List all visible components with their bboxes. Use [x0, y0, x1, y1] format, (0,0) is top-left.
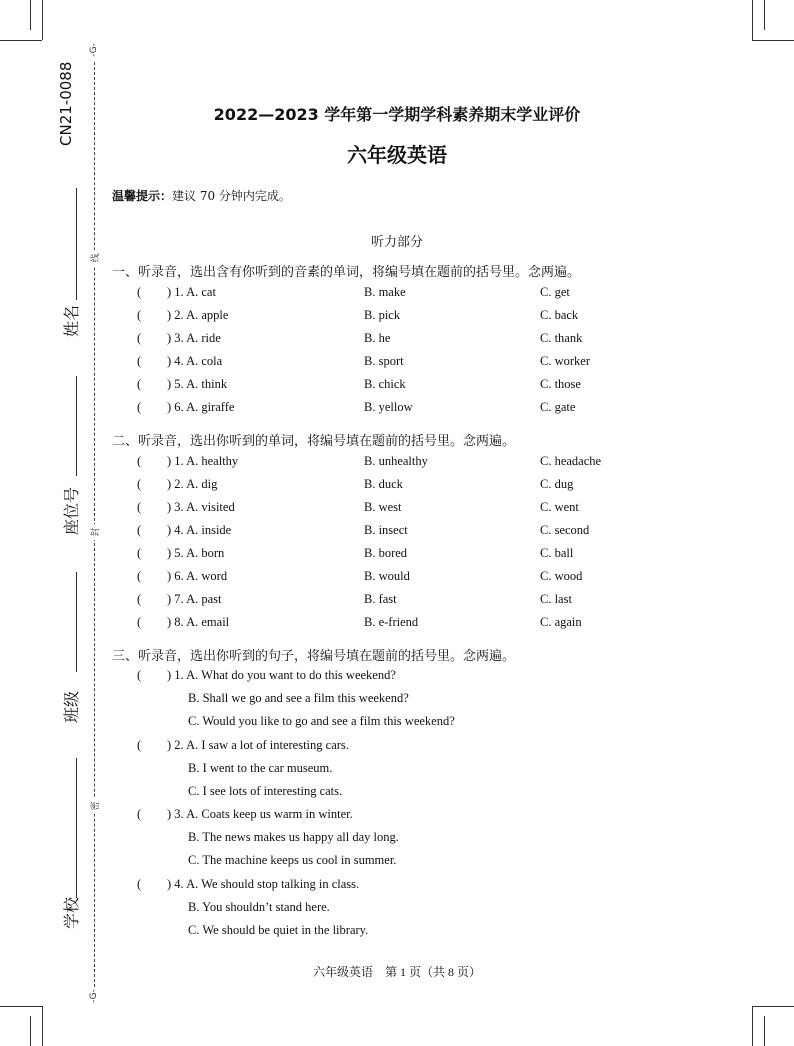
option-a: ) 3. A. Coats keep us warm in winter. — [167, 807, 353, 821]
option-b: B. duck — [364, 477, 403, 491]
option-a: ) 5. A. born — [167, 546, 225, 560]
question-row — [0, 500, 794, 520]
option-row — [0, 900, 794, 920]
answer-bracket[interactable]: ( — [137, 615, 142, 629]
option-b: B. The news makes us happy all day long. — [188, 830, 399, 844]
answer-bracket[interactable]: ( — [137, 285, 142, 299]
option-c: C. gate — [540, 400, 576, 414]
option-row — [0, 923, 794, 943]
option-c: C. wood — [540, 569, 583, 583]
answer-bracket[interactable]: ( — [137, 877, 142, 891]
subject-title: 六年级英语 — [347, 143, 447, 167]
answer-bracket[interactable]: ( — [137, 668, 142, 682]
page-footer: 六年级英语 第 1 页（共 8 页） — [312, 965, 481, 979]
option-b: B. e-friend — [364, 615, 419, 629]
seal-line-mark: 线 — [88, 250, 100, 266]
tip-label: 温馨提示： — [112, 189, 173, 203]
answer-bracket[interactable]: ( — [137, 738, 142, 752]
crop-mark — [752, 0, 753, 40]
option-c: C. thank — [540, 331, 583, 345]
option-a: ) 2. A. I saw a lot of interesting cars. — [167, 738, 349, 752]
option-b: B. I went to the car museum. — [188, 761, 333, 775]
question-row — [0, 308, 794, 328]
option-b: B. yellow — [364, 400, 413, 414]
option-a: ) 1. A. cat — [167, 285, 216, 299]
question-row — [0, 400, 794, 420]
answer-bracket[interactable]: ( — [137, 592, 142, 606]
class-label: 班级 — [62, 691, 81, 724]
answer-bracket[interactable]: ( — [137, 454, 142, 468]
crop-mark — [42, 1006, 43, 1046]
seat-label: 座位号 — [62, 487, 81, 536]
option-row — [0, 830, 794, 850]
answer-bracket[interactable]: ( — [137, 569, 142, 583]
answer-bracket[interactable]: ( — [137, 807, 142, 821]
answer-bracket[interactable]: ( — [137, 500, 142, 514]
question-row — [0, 877, 794, 897]
option-b: B. bored — [364, 546, 408, 560]
question-row — [0, 454, 794, 474]
question-row — [0, 546, 794, 566]
option-c: C. Would you like to go and see a film this weekend? — [188, 714, 455, 728]
question-row — [0, 523, 794, 543]
tip — [112, 187, 291, 204]
answer-bracket[interactable]: ( — [137, 331, 142, 345]
section-heading: 听力部分 — [370, 235, 423, 250]
option-a: ) 6. A. giraffe — [167, 400, 235, 414]
option-b: B. west — [364, 500, 402, 514]
school-label: 学校 — [62, 897, 81, 930]
answer-bracket[interactable]: ( — [137, 354, 142, 368]
option-c: C. dug — [540, 477, 574, 491]
question-row — [0, 592, 794, 612]
option-a: ) 4. A. inside — [167, 523, 232, 537]
crop-mark — [764, 0, 765, 30]
tip-text: 建议 70 分钟内完成。 — [172, 189, 291, 203]
question-row — [0, 569, 794, 589]
question-row — [0, 615, 794, 635]
option-b: B. insect — [364, 523, 408, 537]
question-row — [0, 738, 794, 758]
option-row — [0, 784, 794, 804]
crop-mark — [42, 0, 43, 40]
option-b: B. he — [364, 331, 391, 345]
crop-mark — [764, 1016, 765, 1046]
exam-title: 2022—2023 学年第一学期学科素养期末学业评价 — [213, 105, 581, 124]
option-a: ) 6. A. word — [167, 569, 228, 583]
paper-code: CN21-0088 — [57, 61, 75, 146]
question-row — [0, 668, 794, 688]
g-mark-bottom: -G- — [89, 989, 99, 1003]
option-a: ) 3. A. ride — [167, 331, 221, 345]
crop-mark — [752, 1006, 753, 1046]
option-a: ) 2. A. apple — [167, 308, 229, 322]
option-c: C. second — [540, 523, 590, 537]
question-row — [0, 331, 794, 351]
answer-bracket[interactable]: ( — [137, 400, 142, 414]
option-b: B. unhealthy — [364, 454, 428, 468]
option-c: C. We should be quiet in the library. — [188, 923, 369, 937]
answer-bracket[interactable]: ( — [137, 477, 142, 491]
option-c: C. get — [540, 285, 570, 299]
option-c: C. last — [540, 592, 572, 606]
option-c: C. those — [540, 377, 581, 391]
option-b: B. Shall we go and see a film this weekend? — [188, 691, 409, 705]
option-a: ) 3. A. visited — [167, 500, 235, 514]
option-a: ) 1. A. What do you want to do this weekend? — [167, 668, 396, 682]
option-b: B. pick — [364, 308, 401, 322]
option-b: B. You shouldn’t stand here. — [188, 900, 330, 914]
option-a: ) 8. A. email — [167, 615, 230, 629]
crop-mark — [0, 40, 42, 41]
option-a: ) 2. A. dig — [167, 477, 218, 491]
option-c: C. I see lots of interesting cats. — [188, 784, 343, 798]
option-b: B. would — [364, 569, 410, 583]
crop-mark — [0, 1006, 42, 1007]
question-row — [0, 477, 794, 497]
option-b: B. chick — [364, 377, 406, 391]
crop-mark — [752, 1006, 794, 1007]
question-row — [0, 377, 794, 397]
question-row — [0, 285, 794, 305]
answer-bracket[interactable]: ( — [137, 377, 142, 391]
part-2-title: 二、听录音，选出你听到的单词，将编号填在题前的括号里。念两遍。 — [112, 434, 516, 449]
answer-bracket[interactable]: ( — [137, 308, 142, 322]
option-c: C. again — [540, 615, 582, 629]
option-c: C. back — [540, 308, 579, 322]
option-b: B. sport — [364, 354, 404, 368]
name-label: 姓名 — [62, 305, 81, 338]
option-b: B. fast — [364, 592, 397, 606]
option-row — [0, 691, 794, 711]
option-b: B. make — [364, 285, 406, 299]
seal-mi-mark: 密 — [88, 798, 100, 814]
question-row — [0, 354, 794, 374]
option-a: ) 4. A. We should stop talking in class. — [167, 877, 360, 891]
crop-mark — [30, 0, 31, 30]
option-c: C. The machine keeps us cool in summer. — [188, 853, 397, 867]
answer-bracket[interactable]: ( — [137, 523, 142, 537]
option-c: C. worker — [540, 354, 590, 368]
option-row — [0, 714, 794, 734]
option-c: C. went — [540, 500, 579, 514]
option-a: ) 1. A. healthy — [167, 454, 239, 468]
option-row — [0, 853, 794, 873]
seal-feng-mark: 封 — [88, 524, 100, 540]
g-mark-top: -G- — [89, 43, 99, 57]
answer-bracket[interactable]: ( — [137, 546, 142, 560]
part-1-title: 一、听录音，选出含有你听到的音素的单词，将编号填在题前的括号里。念两遍。 — [112, 265, 581, 280]
option-c: C. ball — [540, 546, 574, 560]
part-3-title: 三、听录音，选出你听到的句子，将编号填在题前的括号里。念两遍。 — [112, 649, 516, 664]
crop-mark — [752, 40, 794, 41]
option-c: C. headache — [540, 454, 602, 468]
option-a: ) 7. A. past — [167, 592, 222, 606]
question-row — [0, 807, 794, 827]
option-a: ) 5. A. think — [167, 377, 228, 391]
crop-mark — [30, 1016, 31, 1046]
option-a: ) 4. A. cola — [167, 354, 223, 368]
option-row — [0, 761, 794, 781]
